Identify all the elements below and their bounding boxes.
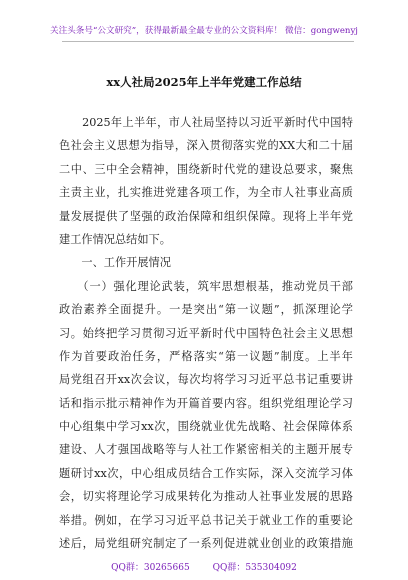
body-line: 局党组召开xx次会议，每次均将学习习近平总书记重要讲: [59, 373, 353, 387]
body-line: 建工作情况总结如下。: [59, 232, 171, 246]
body-line: 2025年上半年，市人社局坚持以习近平新时代中国特: [59, 116, 353, 129]
body-line: 作为首要政治任务，严格落实“第一议题”制度。上半年: [59, 349, 353, 363]
body-line: 中心组集中学习xx次，围绕就业优先战略、社会保障体系: [59, 420, 353, 434]
footer-qq-group-1: QQ群：30265665: [111, 563, 190, 573]
body-line: 政治素养全面提升。一是突出“第一议题”，抓深理论学: [59, 303, 353, 317]
body-line: 二中、三中全会精神，围绕新时代党的建设总要求，聚焦: [59, 162, 353, 176]
body-line: 建设、人才强国战略等与人社工作紧密相关的主题开展专: [59, 443, 353, 457]
body-line: 述后，局党组研究制定了一系列促进就业创业的政策措施: [59, 537, 353, 551]
header-divider: [62, 41, 354, 42]
document-body: [59, 111, 353, 555]
body-line: 习。始终把学习贯彻习近平新时代中国特色社会主义思想: [59, 326, 353, 340]
body-line: 色社会主义思想为指导，深入贯彻落实党的XX大和二十届: [59, 139, 353, 153]
document-title: xx人社局2025年上半年党建工作总结: [106, 75, 302, 89]
body-line: 题研讨xx次，中心组成员结合工作实际，深入交流学习体: [59, 466, 353, 480]
body-line: 主责主业，扎实推进党建各项工作，为全市人社事业高质: [59, 186, 353, 200]
body-line: 会，切实将理论学习成果转化为推动人社事业发展的思路: [59, 490, 353, 504]
body-line: 话和指示批示精神作为开篇首要内容。组织党组理论学习: [59, 396, 353, 410]
body-line: （一）强化理论武装，筑牢思想根基，推动党员干部: [59, 279, 353, 293]
body-line: 举措。例如，在学习习近平总书记关于就业工作的重要论: [59, 513, 353, 527]
body-line: 一、工作开展情况: [59, 256, 171, 270]
header-promo-note: 关注头条号“公文研究”，获得最新最全最专业的公文资料库！ 微信：gongwenyj: [50, 26, 358, 36]
footer-qq-group-2: QQ群：535304092: [212, 563, 297, 573]
body-line: 量发展提供了坚强的政治保障和组织保障。现将上半年党: [59, 209, 353, 223]
footer: [0, 560, 408, 573]
